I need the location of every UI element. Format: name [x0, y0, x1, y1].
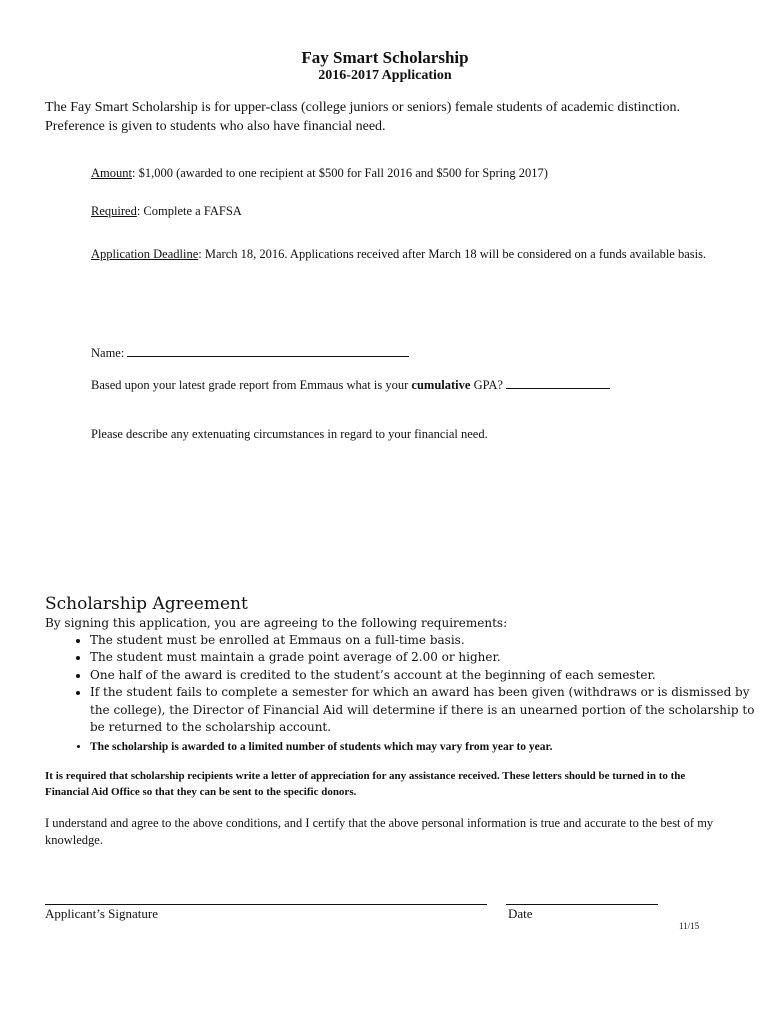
gpa-line — [91, 376, 731, 394]
name-field[interactable] — [127, 344, 409, 357]
revision-code: 11/15 — [679, 921, 700, 931]
required-line — [91, 203, 731, 220]
certification-statement: I understand and agree to the above conditions, and I certify that the above personal information is true and accurate to the best of my knowledge. — [45, 816, 714, 847]
required-value: : Complete a FAFSA — [136, 204, 242, 218]
gpa-label-emphasis: cumulative — [411, 378, 471, 392]
agreement-intro: By signing this application, you are agreeing to the following requirements: — [45, 616, 508, 630]
gpa-label-end: GPA? — [470, 378, 507, 392]
requirement-item: • The student must maintain a grade point average of 2.00 or higher. — [90, 649, 770, 666]
document-title: Fay Smart Scholarship — [301, 48, 469, 67]
requirements-list — [45, 632, 770, 757]
date-field[interactable] — [506, 904, 658, 905]
requirement-item: • The scholarship is awarded to a limited number of students which may vary from year to year. — [90, 739, 770, 756]
appreciation-notice: It is required that scholarship recipients write a letter of appreciation for any assistance received. These letters should be turned in to the Financial Aid Office so that they can be sent to the specific donors. — [45, 770, 686, 798]
document-subtitle: 2016-2017 Application — [318, 68, 452, 83]
name-label: Name: — [91, 346, 128, 360]
intro-paragraph: The Fay Smart Scholarship is for upper-class (college juniors or seniors) female students of academic distinction. Preference is given to students who also have financial need. — [45, 100, 680, 134]
amount-value: : $1,000 (awarded to one recipient at $500 for Fall 2016 and $500 for Spring 2017) — [131, 166, 548, 180]
signature-field[interactable] — [45, 904, 487, 905]
gpa-label-start: Based upon your latest grade report from Emmaus what is your — [91, 378, 412, 392]
agreement-title: Scholarship Agreement — [45, 594, 248, 614]
deadline-label: Application Deadline — [91, 247, 199, 261]
signature-label: Applicant’s Signature — [45, 906, 159, 921]
date-label: Date — [508, 906, 533, 921]
deadline-line — [91, 246, 731, 263]
circumstances-label: Please describe any extenuating circumstances in regard to your financial need. — [91, 427, 488, 441]
requirement-item: • One half of the award is credited to the student’s account at the beginning of each semester. — [90, 667, 770, 684]
deadline-value: : March 18, 2016. Applications received after March 18 will be considered on a funds available basis. — [198, 247, 707, 261]
amount-line — [91, 165, 731, 182]
requirement-item: • If the student fails to complete a semester for which an award has been given (withdraws or is dismissed by the college), the Director of Financial Aid will determine if there is an unearned portion of the scholarship to be returned to the scholarship account. — [90, 684, 770, 736]
name-line — [91, 344, 731, 362]
requirement-item: • The student must be enrolled at Emmaus on a full-time basis. — [90, 632, 770, 649]
gpa-field[interactable] — [506, 376, 610, 389]
required-label: Required — [91, 204, 137, 218]
amount-label: Amount — [91, 166, 132, 180]
